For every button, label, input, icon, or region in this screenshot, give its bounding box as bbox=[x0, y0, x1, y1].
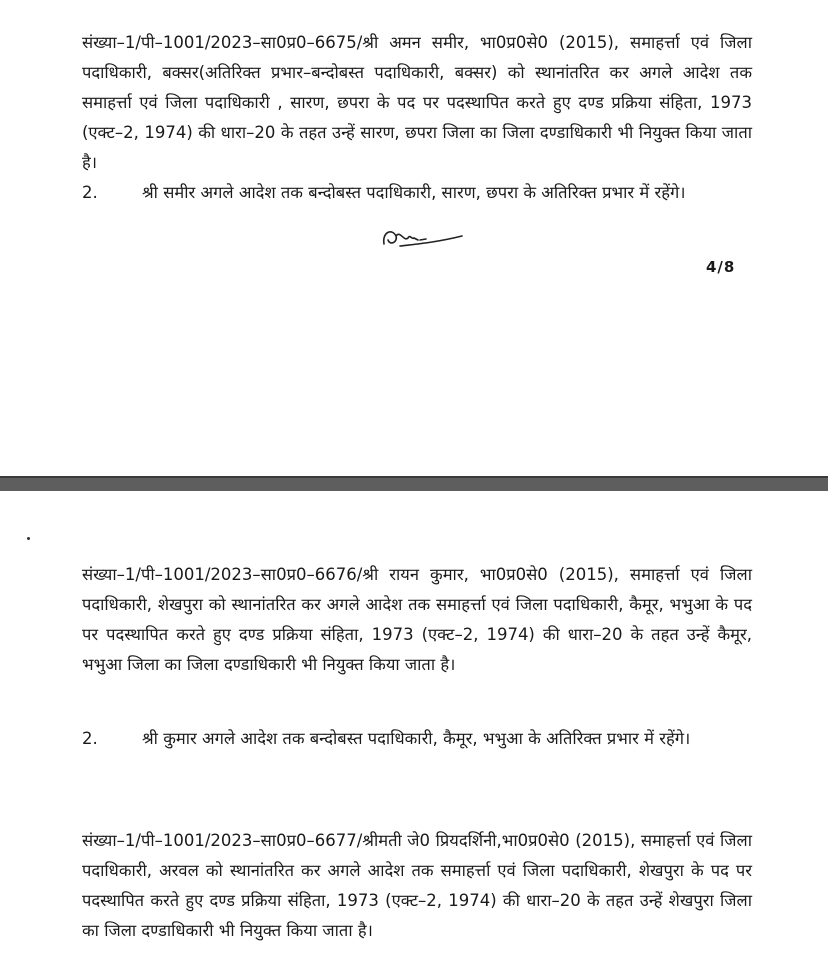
clause-text: श्री कुमार अगले आदेश तक बन्दोबस्त पदाधिकारी, कैमूर, भभुआ के अतिरिक्त प्रभार में रहेंगे। bbox=[142, 729, 691, 748]
signature-mark bbox=[378, 222, 468, 256]
order-6677-paragraph: संख्या–1/पी–1001/2023–सा0प्र0–6677/श्रीमती जे0 प्रियदर्शिनी,भा0प्र0से0 (2015), समाहर्त्ता एवं जिला पदाधिकारी, अरवल को स्थानांतरित कर अगले आदेश तक समाहर्त्ता एवं जिला पदाधिकारी, शेखपुरा के पद पर पदस्थापित करते हुए दण्ड प्रक्रिया संहिता, 1973 (एक्ट–2, 1974) की धारा–20 के तहत उन्हें शेखपुरा जिला का जिला दण्डाधिकारी भी नियुक्त किया जाता है। bbox=[82, 831, 752, 940]
page-number: 4/8 bbox=[706, 258, 736, 276]
speck bbox=[27, 537, 30, 540]
order-6675-paragraph: संख्या–1/पी–1001/2023–सा0प्र0–6675/श्री अमन समीर, भा0प्र0से0 (2015), समाहर्त्ता एवं जिला पदाधिकारी, बक्सर(अतिरिक्त प्रभार–बन्दोबस्त पदाधिकारी, बक्सर) को स्थानांतरित कर अगले आदेश तक समाहर्त्ता एवं जिला पदाधिकारी , सारण, छपरा के पद पर पदस्थापित करते हुए दण्ड प्रक्रिया संहिता, 1973 (एक्ट–2, 1974) की धारा–20 के तहत उन्हें सारण, छपरा जिला का जिला दण्डाधिकारी भी नियुक्त किया जाता है। bbox=[82, 33, 752, 172]
order-6676-paragraph: संख्या–1/पी–1001/2023–सा0प्र0–6676/श्री रायन कुमार, भा0प्र0से0 (2015), समाहर्त्ता एवं जिला पदाधिकारी, शेखपुरा को स्थानांतरित कर अगले आदेश तक समाहर्त्ता एवं जिला पदाधिकारी, कैमूर, भभुआ के पद पर पदस्थापित करते हुए दण्ड प्रक्रिया संहिता, 1973 (एक्ट–2, 1974) की धारा–20 के तहत उन्हें कैमूर, भभुआ जिला का जिला दण्डाधिकारी भी नियुक्त किया जाता है। bbox=[82, 565, 752, 674]
clause-text: श्री समीर अगले आदेश तक बन्दोबस्त पदाधिकारी, सारण, छपरा के अतिरिक्त प्रभार में रहेंगे। bbox=[142, 183, 686, 202]
page-divider bbox=[0, 476, 828, 491]
order-6676-clause-2 bbox=[82, 724, 752, 754]
clause-number: 2. bbox=[82, 183, 98, 202]
order-6675-clause-2 bbox=[82, 178, 752, 208]
clause-number: 2. bbox=[82, 729, 98, 748]
